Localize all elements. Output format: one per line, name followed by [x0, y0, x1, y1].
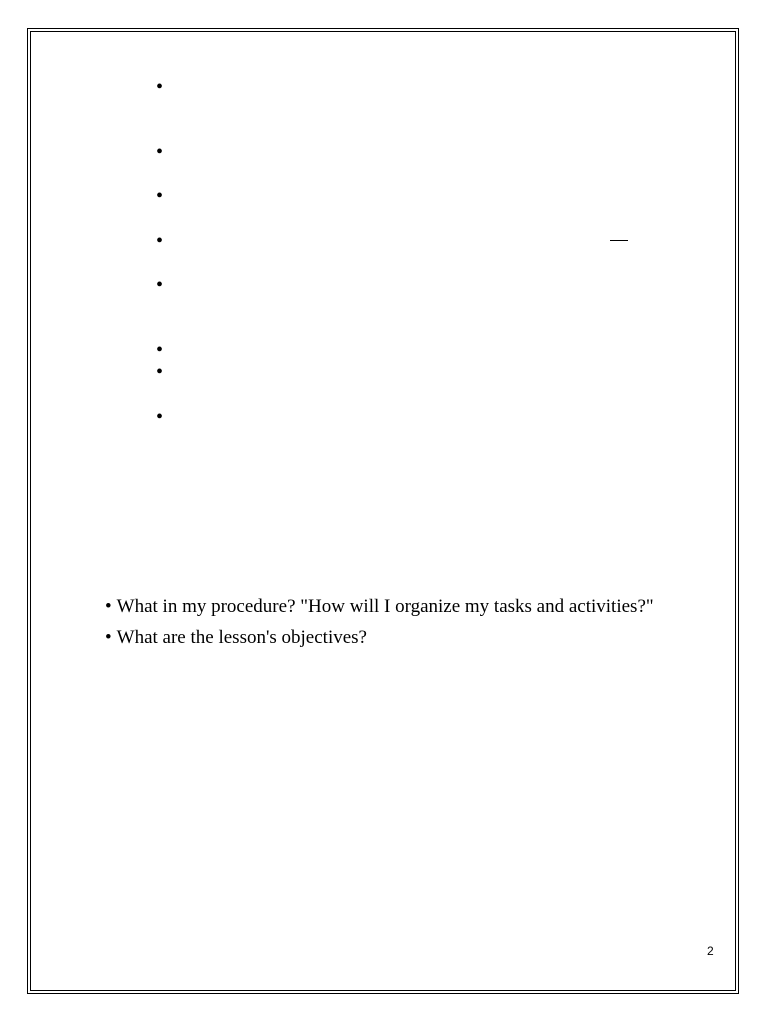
empty-bullet: • — [156, 361, 164, 383]
question-item — [105, 591, 654, 622]
question-list — [105, 591, 654, 653]
question-text: What in my procedure? "How will I organize my tasks and activities?" — [116, 596, 654, 617]
empty-bullet: • — [156, 339, 164, 361]
empty-bullet: • — [156, 76, 164, 98]
empty-bullet: • — [156, 185, 164, 207]
empty-bullet: • — [156, 230, 164, 252]
dash-mark — [610, 240, 628, 241]
document-page-frame — [30, 31, 736, 991]
page-number: 2 — [707, 944, 714, 958]
empty-bullet: • — [156, 406, 164, 428]
empty-bullet: • — [156, 274, 164, 296]
empty-bullet: • — [156, 141, 164, 163]
question-item — [105, 622, 654, 653]
question-text: What are the lesson's objectives? — [116, 627, 367, 648]
